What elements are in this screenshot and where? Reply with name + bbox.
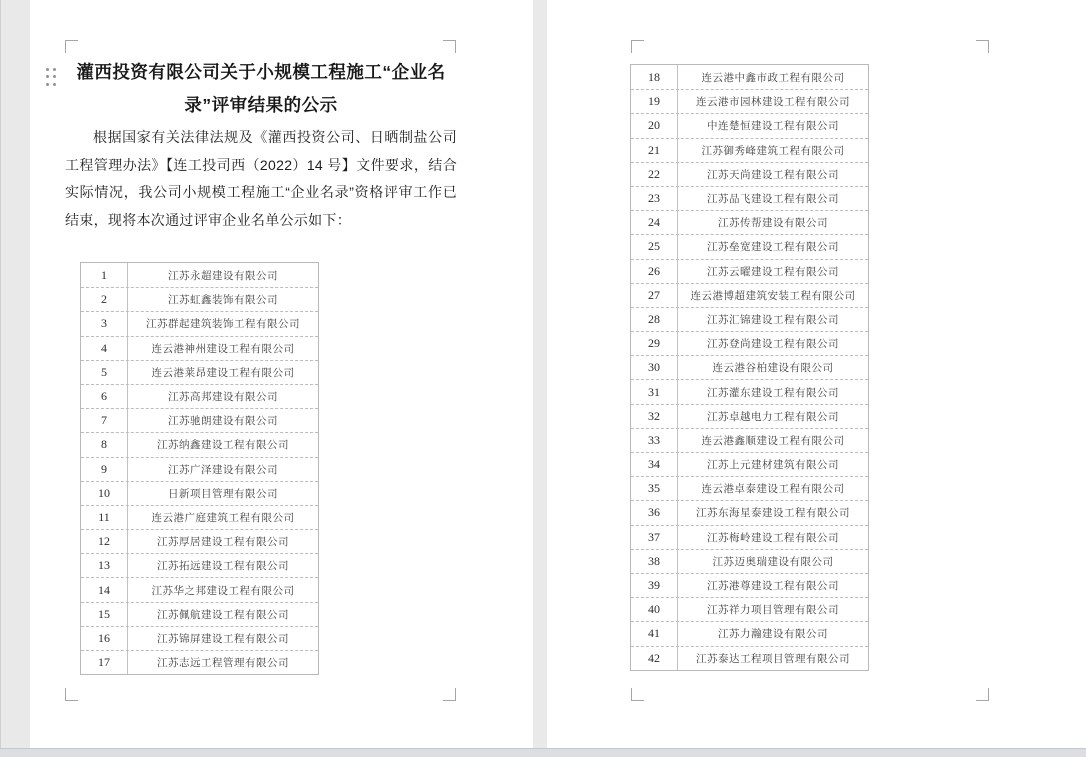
company-name: 江苏品飞建设工程有限公司 [707,193,839,206]
company-name: 江苏上元建材建筑有限公司 [707,459,839,472]
row-number: 11 [81,506,128,529]
company-name: 江苏纳鑫建设工程有限公司 [157,439,289,452]
company-name: 江苏群起建筑装饰工程有限公司 [146,318,300,331]
table-row [631,331,868,355]
company-name: 江苏志远工程管理有限公司 [157,657,289,670]
table-row [631,549,868,573]
table-row [81,650,318,674]
row-number: 37 [631,526,678,549]
company-name: 江苏传帮建设有限公司 [718,217,828,230]
table-row [81,457,318,481]
company-name: 连云港鑫顺建设工程有限公司 [701,434,845,447]
table-row [631,476,868,500]
table-row [81,602,318,626]
row-number: 40 [631,598,678,621]
table-row [631,89,868,113]
table-row [631,621,868,645]
table-row [81,384,318,408]
table-row [631,500,868,524]
company-name: 江苏拓远建设工程有限公司 [157,560,289,573]
table-row [631,428,868,452]
table-row [81,553,318,577]
row-number: 32 [631,405,678,428]
table-row [631,234,868,258]
company-name: 江苏广泽建设有限公司 [168,463,278,476]
table-row [81,529,318,553]
row-number: 34 [631,453,678,476]
row-number: 10 [81,482,128,505]
row-number: 14 [81,578,128,601]
company-name: 江苏登尚建设工程有限公司 [707,338,839,351]
company-name: 江苏永超建设有限公司 [168,269,278,282]
company-name: 江苏祥力项目管理有限公司 [707,604,839,617]
table-row [631,259,868,283]
company-name: 江苏驰朗建设有限公司 [168,415,278,428]
company-name: 江苏迈奥瑞建设有限公司 [712,555,834,568]
table-row [631,573,868,597]
margin-mark-icon [976,688,989,701]
table-row [81,360,318,384]
table-row [631,404,868,428]
company-name: 连云港中鑫市政工程有限公司 [701,71,845,84]
row-number: 22 [631,163,678,186]
margin-mark-icon [443,688,456,701]
company-name: 连云港卓泰建设工程有限公司 [701,483,845,496]
company-name: 江苏垒宽建设工程有限公司 [707,241,839,254]
row-number: 36 [631,501,678,524]
row-number: 27 [631,284,678,307]
company-name: 连云港市园林建设工程有限公司 [696,96,850,109]
table-row [631,355,868,379]
company-name: 江苏港尊建设工程有限公司 [707,580,839,593]
row-number: 41 [631,622,678,645]
table-row [631,162,868,186]
row-number: 13 [81,554,128,577]
company-name: 江苏高邦建设有限公司 [168,391,278,404]
table-row [81,336,318,360]
company-name: 江苏御秀峰建筑工程有限公司 [701,144,845,157]
company-name: 中连楚恒建设工程有限公司 [707,120,839,133]
row-number: 15 [81,603,128,626]
company-name: 江苏锦屏建设工程有限公司 [157,632,289,645]
row-number: 18 [631,65,678,89]
table-row [631,138,868,162]
row-number: 39 [631,574,678,597]
company-name: 江苏华之邦建设工程有限公司 [151,584,295,597]
company-name: 江苏泰达工程项目管理有限公司 [696,652,850,665]
row-number: 2 [81,288,128,311]
row-number: 1 [81,263,128,287]
row-number: 38 [631,550,678,573]
margin-mark-icon [631,40,644,53]
row-number: 5 [81,361,128,384]
company-name: 江苏东海星泰建设工程有限公司 [696,507,850,520]
company-name: 江苏卓越电力工程有限公司 [707,410,839,423]
table-row [631,597,868,621]
row-number: 8 [81,433,128,456]
row-number: 3 [81,312,128,335]
table-row [81,311,318,335]
table-row [81,505,318,529]
table-row [81,432,318,456]
row-number: 20 [631,114,678,137]
paragraph-drag-handle-icon[interactable] [44,66,58,88]
row-number: 9 [81,458,128,481]
row-number: 28 [631,308,678,331]
table-row [631,525,868,549]
company-name: 江苏佩航建设工程有限公司 [157,608,289,621]
table-row [631,646,868,670]
row-number: 26 [631,260,678,283]
row-number: 42 [631,647,678,670]
company-name: 连云港博超建筑安装工程有限公司 [690,289,856,302]
table-row [81,626,318,650]
document-paragraph: 根据国家有关法律法规及《灌西投资公司、日晒制盐公司工程管理办法》【连工投司西（2022）14 号】文件要求，结合实际情况，我公司小规模工程施工“企业名录”资格评审工作已结束，现将本次通过评审企业名单公示如下： [65,129,457,228]
company-name: 江苏天尚建设工程有限公司 [707,168,839,181]
table-row [631,452,868,476]
window-bottom-edge [0,748,1086,757]
company-name: 连云港广庭建筑工程有限公司 [151,511,295,524]
table-row [631,379,868,403]
margin-mark-icon [443,40,456,53]
row-number: 16 [81,627,128,650]
company-table-page1 [80,262,319,675]
table-row [631,65,868,89]
table-row [631,186,868,210]
row-number: 4 [81,337,128,360]
table-row [81,287,318,311]
company-name: 江苏云曜建设工程有限公司 [707,265,839,278]
margin-mark-icon [65,40,78,53]
table-row [631,307,868,331]
row-number: 29 [631,332,678,355]
row-number: 6 [81,385,128,408]
table-row [631,210,868,234]
row-number: 12 [81,530,128,553]
row-number: 7 [81,409,128,432]
row-number: 30 [631,356,678,379]
table-row [631,283,868,307]
margin-mark-icon [631,688,644,701]
company-name: 连云港神州建设工程有限公司 [151,342,295,355]
row-number: 35 [631,477,678,500]
company-name: 江苏灌东建设工程有限公司 [707,386,839,399]
table-row [81,577,318,601]
company-name: 江苏汇锦建设工程有限公司 [707,313,839,326]
row-number: 21 [631,139,678,162]
margin-mark-icon [976,40,989,53]
company-name: 江苏虹鑫装饰有限公司 [168,294,278,307]
table-row [81,263,318,287]
table-row [81,408,318,432]
row-number: 33 [631,429,678,452]
company-name: 江苏厚居建设工程有限公司 [157,536,289,549]
company-name: 连云港谷柏建设有限公司 [712,362,834,375]
table-row [631,113,868,137]
row-number: 25 [631,235,678,258]
row-number: 31 [631,380,678,403]
company-name: 日新项目管理有限公司 [168,487,278,500]
row-number: 24 [631,211,678,234]
margin-mark-icon [65,688,78,701]
company-name: 江苏梅岭建设工程有限公司 [707,531,839,544]
table-row [81,481,318,505]
company-name: 江苏力瀚建设有限公司 [718,628,828,641]
company-name: 连云港莱昂建设工程有限公司 [151,366,295,379]
document-title: 灌西投资有限公司关于小规模工程施工“企业名录”评审结果的公示 [76,62,446,115]
company-table-page2 [630,64,869,671]
row-number: 17 [81,651,128,674]
row-number: 23 [631,187,678,210]
row-number: 19 [631,90,678,113]
